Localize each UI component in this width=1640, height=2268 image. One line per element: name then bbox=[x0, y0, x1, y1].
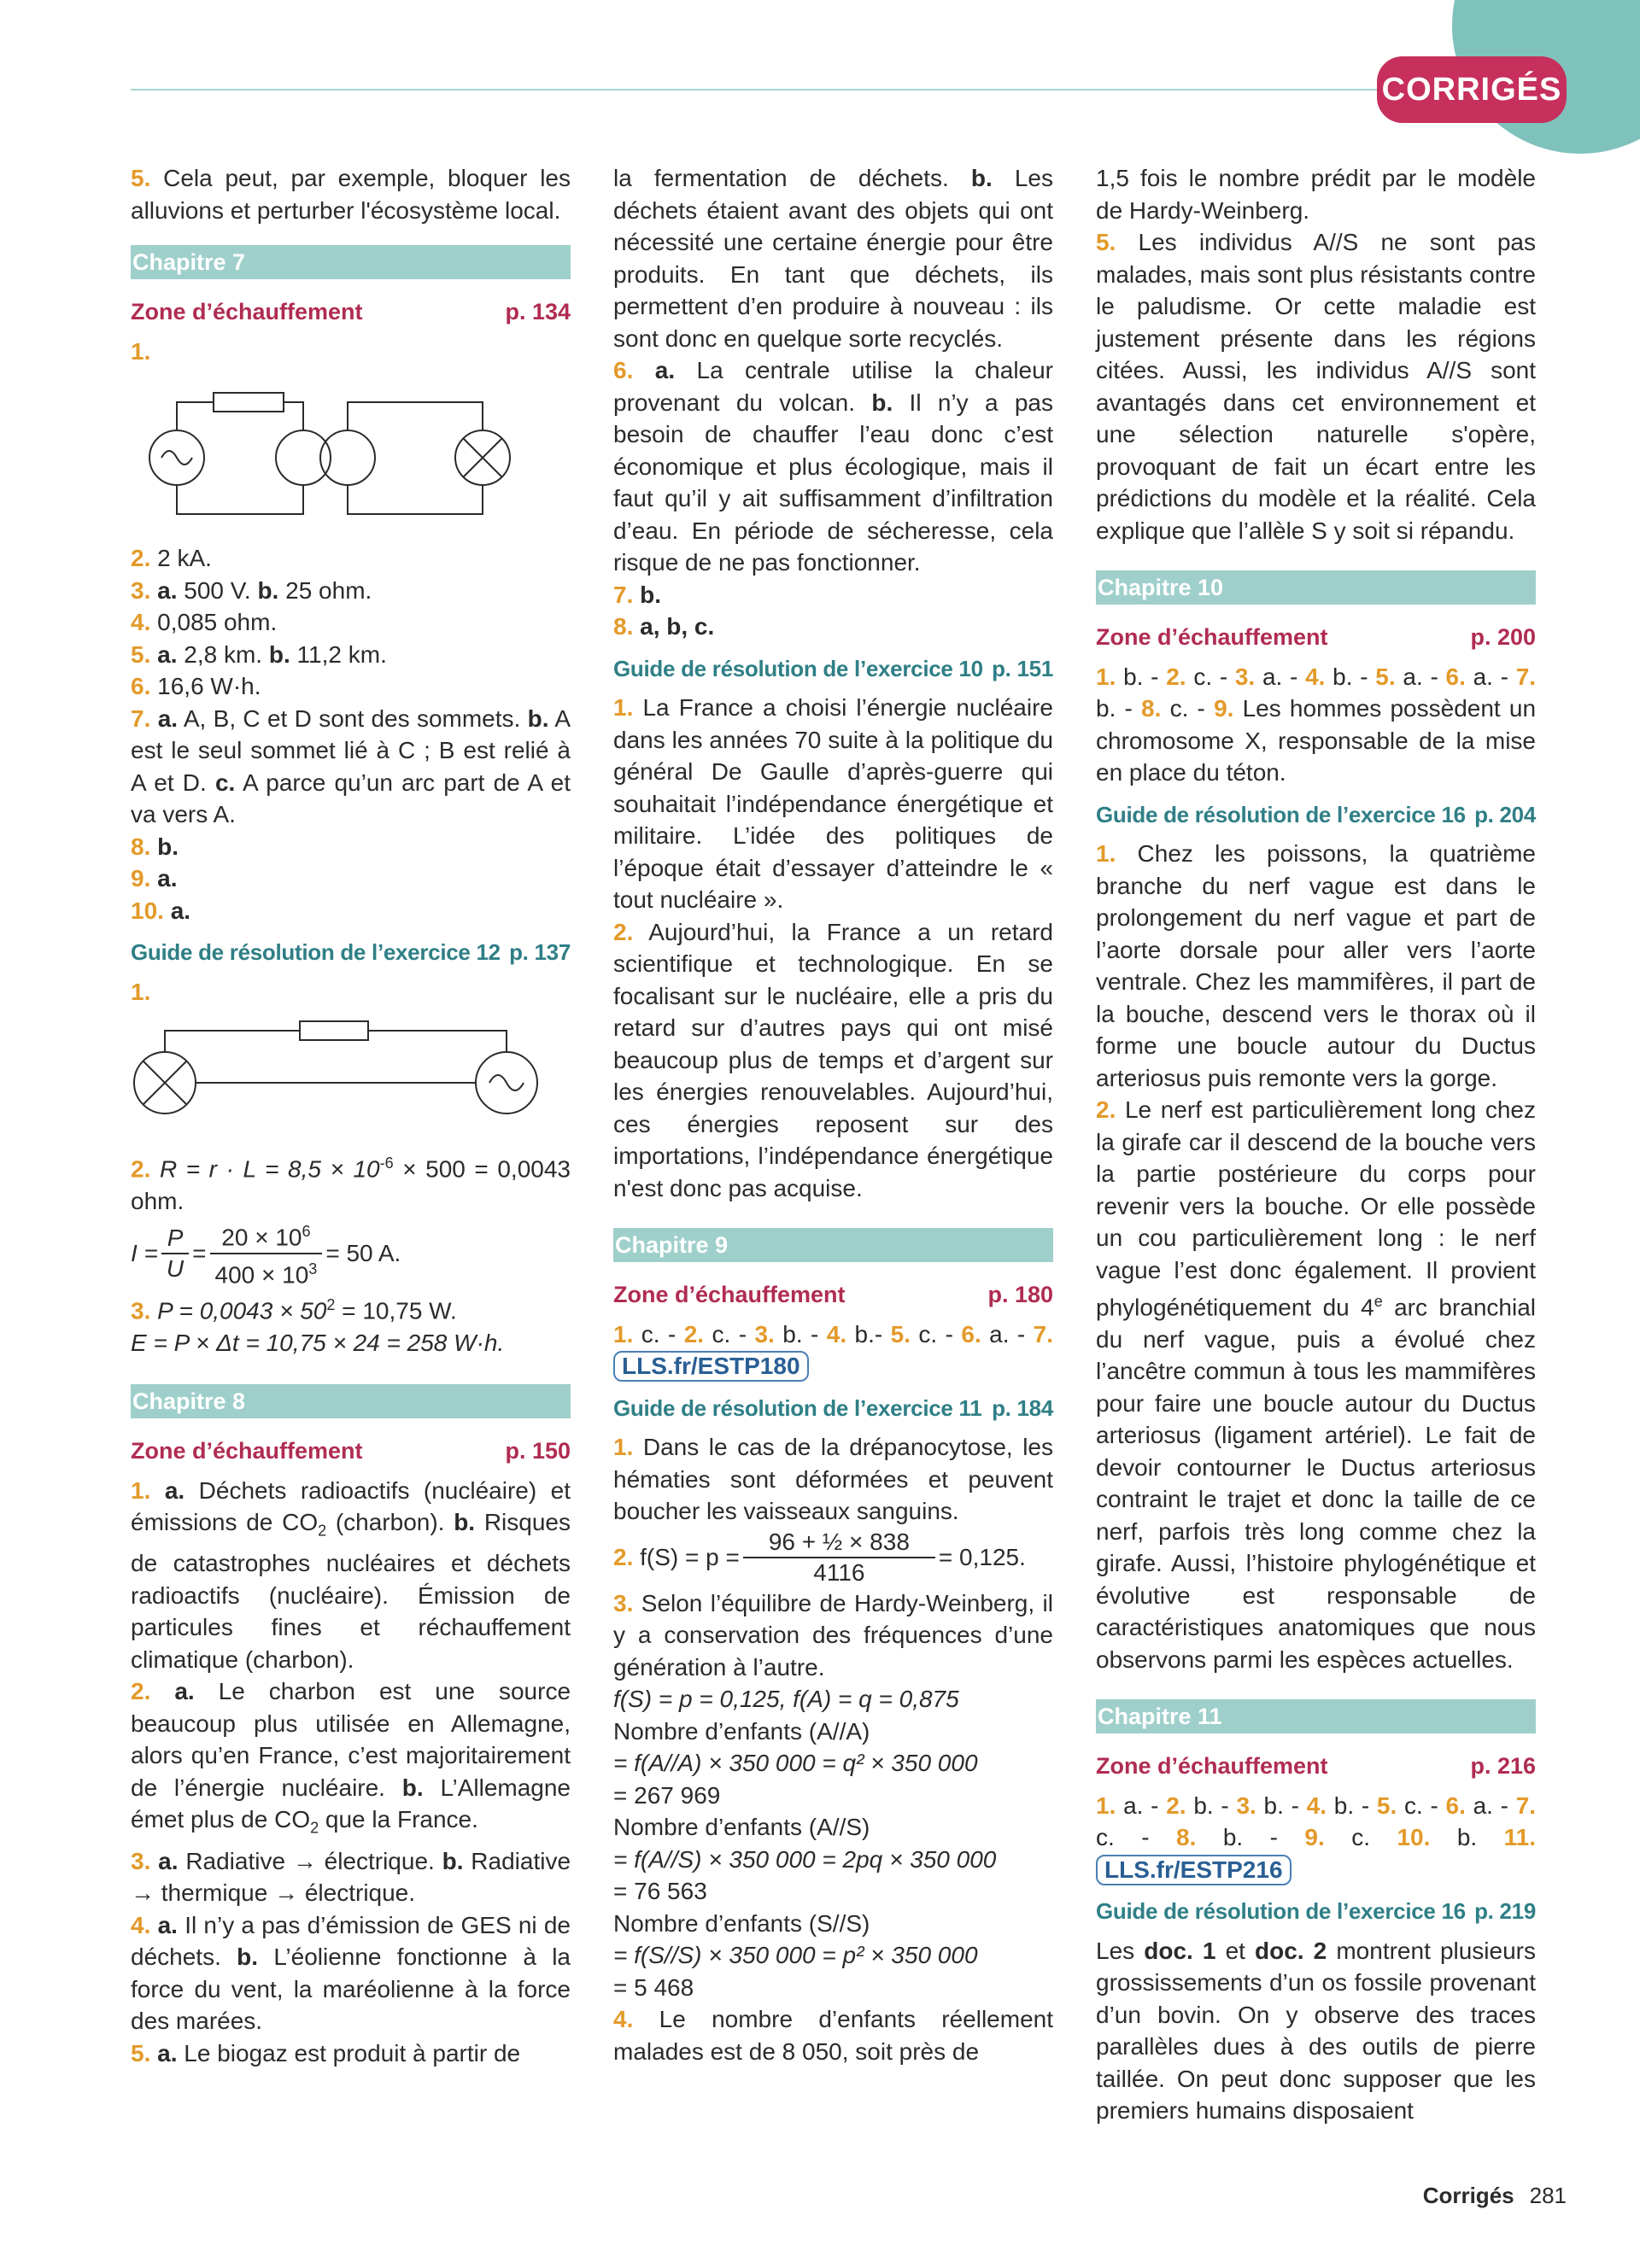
column-2 bbox=[613, 162, 1053, 2067]
guide11-answer-4-cont: 1,5 fois le nombre prédit par le modèle de Hardy-Weinberg. bbox=[1096, 165, 1536, 224]
header-rule bbox=[131, 89, 1395, 91]
ch8-answer-5: 5. a. Le biogaz est produit à partir de bbox=[131, 2039, 521, 2066]
circuit-diagram-1 bbox=[143, 379, 527, 529]
fraction-p-over-u: $\frac{P}{U}$ bbox=[161, 1224, 189, 1283]
ch8-answer-3: 3. a. Radiative → électrique. b. Radiative → thermique → électrique. bbox=[131, 1847, 571, 1906]
energy-equation: E = P × Δt = 10,75 × 24 = 258 W·h. bbox=[131, 1329, 505, 1356]
page-number: 281 bbox=[1529, 2183, 1567, 2208]
chapter-10-heading: Chapitre 10 bbox=[1096, 570, 1536, 605]
count-aa-label: Nombre d’enfants (A//A) bbox=[613, 1717, 870, 1745]
answer-9: 9. a. bbox=[131, 865, 178, 891]
answer-3: 3. a. 500 V. b. 25 ohm. bbox=[131, 576, 372, 604]
guide11-answer-3: 3. Selon l’équilibre de Hardy-Weinberg, il y a conservation des fréquences d’une génération à l’autre. bbox=[613, 1589, 1053, 1681]
answer-2: 2. 2 kA. bbox=[131, 545, 212, 571]
answer-7: 7. a. A, B, C et D sont des sommets. b. A est le seul sommet lié à C ; B est relié à A et D. c. A parce qu’un arc part de A et va vers A. bbox=[131, 704, 571, 827]
ch10-answers: 1. b. - 2. c. - 3. a. - 4. b. - 5. a. - 6. a. - 7. b. - 8. c. - 9. Les hommes possèdent un chromosome X, responsable de la mise en place du téton. bbox=[1096, 663, 1537, 786]
guide-10-heading: Guide de résolution de l’exercice 10 p. 151 bbox=[613, 655, 1053, 681]
count-ss-result: = 5 468 bbox=[613, 1973, 694, 2001]
zone-heading-ch9: Zone d’échauffement p. 180 bbox=[613, 1282, 1053, 1307]
column-3 bbox=[1096, 162, 1536, 2127]
ch8-answer-5-cont: la fermentation de déchets. b. Les déchets étaient avant des objets qui ont nécessité une certaine énergie pour être produits. En tant que déchets, ils permettent d’en produire à nouveau : ils sont donc en quelque sorte recyclés. bbox=[613, 165, 1054, 352]
ch11-answers: 1. a. - 2. b. - 3. b. - 4. b. - 5. c. - 6. a. - 7. c. - 8. b. - 9. c. 10. b. 11. LLS.fr/ESTP216 bbox=[1096, 1790, 1536, 1886]
guide-answer-1: 1. bbox=[131, 978, 151, 1005]
guide11-answer-5: 5. Les individus A//S ne sont pas malades, mais sont plus résistants contre le paludisme. Or cette maladie est justement présente dans les régions citées. Aussi, les individus A//S sont avantagés dans cet environnement et une sélection naturelle s'opère, provoquant de fait un écart entre les prédictions du modèle et la réalité. Cela explique que l’allèle S y soit si répandu. bbox=[1096, 229, 1537, 544]
frequency-fraction: $\frac{\text{96 + ½ × 838}}{4116}$ bbox=[743, 1528, 935, 1587]
guide16-answer-1: 1. Chez les poissons, la quatrième branche du nerf vague est dans le prolongement du nerf vague et part de l’aorte dorsale pour aller vers l’aorte ventrale. Chez les mammifères, il part de la bouche, descend vers le thorax où il forme une boucle autour du Ductus arteriosus puis remonte vers la gorge. bbox=[1096, 840, 1537, 1091]
chapter-9-heading: Chapitre 9 bbox=[613, 1228, 1053, 1262]
ch8-answer-2: 2. a. Le charbon est une source beaucoup plus utilisée en Allemagne, alors qu’en France, c’est majoritairement de l’énergie nucléaire. b. L’Allemagne émet plus de $CO_2$ que la France. bbox=[131, 1678, 571, 1837]
ch8-answer-8: 8. a, b, c. bbox=[613, 613, 715, 640]
answer-6: 6. 16,6 W·h. bbox=[131, 673, 261, 699]
section-badge: CORRIGÉS bbox=[1377, 56, 1567, 123]
chapter-11-heading: Chapitre 11 bbox=[1096, 1699, 1536, 1733]
answer-5b: 5. a. 2,8 km. b. 11,2 km. bbox=[131, 640, 387, 668]
guide-answer-3: 3. $P = 0,0043 \times 50^2 = 10,75$ W. bbox=[131, 1295, 457, 1324]
count-ss-label: Nombre d’enfants (S//S) bbox=[613, 1909, 870, 1937]
answer-1: 1. bbox=[131, 337, 151, 365]
count-as-formula: = f(A//S) × 350 000 = 2pq × 350 000 bbox=[613, 1845, 997, 1873]
answer-8: 8. b. bbox=[131, 833, 179, 860]
guide11-answer-2: 2. f(S) = p = $\frac{\text{96 + ½ × 838}}{4116}$ = 0,125. bbox=[613, 1528, 1026, 1586]
link-estp216[interactable]: LLS.fr/ESTP216 bbox=[1096, 1855, 1292, 1885]
answer-10: 10. a. bbox=[131, 897, 191, 924]
count-aa-formula: = f(A//A) × 350 000 = q² × 350 000 bbox=[613, 1750, 978, 1776]
guide-16b-heading: Guide de résolution de l’exercice 16 p. 219 bbox=[1096, 1898, 1536, 1925]
chapter-8-heading: Chapitre 8 bbox=[131, 1384, 571, 1418]
ch9-answers: 1. c. - 2. c. - 3. b. - 4. b.- 5. c. - 6. a. - 7. LLS.fr/ESTP180 bbox=[613, 1318, 1053, 1382]
current-equation: I = $\frac{P}{U}$ = $\frac{20 \times 10^6}{400 \times 10^3}$ = 50 A. bbox=[131, 1217, 571, 1289]
zone-heading-ch10: Zone d’échauffement p. 200 bbox=[1096, 624, 1536, 650]
fraction-values: $\frac{20 \times 10^6}{400 \times 10^3}$ bbox=[210, 1217, 323, 1289]
guide11-answer-1: 1. Dans le cas de la drépanocytose, les hématies sont déformées et peuvent boucher les vaisseaux sanguins. bbox=[613, 1434, 1053, 1524]
page-footer bbox=[1423, 2183, 1567, 2209]
link-estp180[interactable]: LLS.fr/ESTP180 bbox=[613, 1351, 809, 1382]
transformer-coil-left bbox=[276, 430, 331, 485]
ch8-answer-7: 7. b. bbox=[613, 581, 662, 608]
ch8-answer-1: 1. a. Déchets radioactifs (nucléaire) et émissions de $CO_2$ (charbon). b. Risques de catastrophes nucléaires et déchets radioactifs (nucléaire). Émission de particules fines et réchauffement climatique (charbon). bbox=[131, 1476, 571, 1673]
footer-label: Corrigés bbox=[1422, 2183, 1514, 2208]
guide10-answer-2: 2. Aujourd’hui, la France a un retard scientifique et technologique. En se focalisant sur le nucléaire, elle a pris du retard sur d’autres pays qui ont misé beaucoup plus de temps et d’argent sur les énergies renouvelables. Aujourd’hui, ces énergies reposent sur des importations, l’indépendance énergétique n'est donc pas acquise. bbox=[613, 918, 1053, 1201]
circuit-diagram-2 bbox=[131, 1014, 541, 1125]
count-as-result: = 76 563 bbox=[613, 1878, 707, 1904]
answer-5: 5. Cela peut, par exemple, bloquer les alluvions et perturber l'écosystème local. bbox=[131, 165, 571, 224]
guide-answer-2: 2. $R = r \cdot L = 8,5 \times 10^{-6} \times 500 = 0,0043$ ohm. bbox=[131, 1154, 571, 1214]
count-as-label: Nombre d’enfants (A//S) bbox=[613, 1814, 870, 1840]
chapter-7-heading: Chapitre 7 bbox=[131, 245, 571, 279]
resistor-symbol-2 bbox=[300, 1021, 368, 1040]
count-aa-result: = 267 969 bbox=[613, 1781, 721, 1809]
guide16b-answer: Les doc. 1 et doc. 2 montrent plusieurs grossissements d’un os fossile provenant d’un bovin. On y observe des traces parallèles dues à des outils de pierre taillée. On peut donc supposer que les premiers humains disposaient bbox=[1096, 1937, 1536, 2125]
guide10-answer-1: 1. La France a choisi l’énergie nucléaire dans les années 70 suite à la politique du général De Gaulle d’après-guerre qui souhaitait l’indépendance énergétique et militaire. L’idée des politiques de l’époque était d’essayer d’atteindre le « tout nucléaire ». bbox=[613, 694, 1053, 913]
count-ss-formula: = f(S//S) × 350 000 = p² × 350 000 bbox=[613, 1942, 978, 1968]
ch8-answer-4: 4. a. Il n’y a pas d’émission de GES ni de déchets. b. L’éolienne fonctionne à la force du vent, la maréolienne à la force des marées. bbox=[131, 1911, 571, 2034]
frequency-values: f(S) = p = 0,125, f(A) = q = 0,875 bbox=[613, 1686, 959, 1712]
zone-heading-ch11: Zone d’échauffement p. 216 bbox=[1096, 1753, 1536, 1780]
answer-4: 4. 0,085 ohm. bbox=[131, 609, 278, 635]
zone-heading-ch7: Zone d’échauffement p. 134 bbox=[131, 299, 571, 324]
guide16-answer-2: 2. Le nerf est particulièrement long chez la girafe car il descend de la bouche vers la partie postérieure du corps pour revenir vers la bouche. Or elle possède un cou particulièrement long : le nerf vague l’est donc également. Il provient phylogénétiquement du 4e arc branchial du nerf vague, puis a évolué chez l’ancêtre commun à tous les mammifères pour faire une boucle autour du Ductus arteriosus (ligament artériel). Le fait de devoir contourner le Ductus arteriosus contraint le trajet et donc la taille de ce nerf, parfois très long comme chez la girafe. Aussi, l’histoire phylogénétique et évolutive est responsable de caractéristiques anatomiques que nous observons parmi les espèces actuelles. bbox=[1096, 1096, 1537, 1673]
zone-heading-ch8: Zone d’échauffement p. 150 bbox=[131, 1438, 571, 1464]
column-1 bbox=[131, 162, 571, 2069]
guide-11-heading: Guide de résolution de l’exercice 11 p. 184 bbox=[613, 1394, 1053, 1421]
guide11-answer-4: 4. Le nombre d’enfants réellement malades est de 8 050, soit près de bbox=[613, 2006, 1053, 2065]
guide-16-heading: Guide de résolution de l’exercice 16 p. 204 bbox=[1096, 801, 1536, 827]
guide-12-heading: Guide de résolution de l’exercice 12 p. 137 bbox=[131, 939, 571, 965]
resistor-symbol bbox=[214, 393, 284, 412]
transformer-coil-right bbox=[320, 430, 375, 485]
ch8-answer-6: 6. a. La centrale utilise la chaleur provenant du volcan. b. Il n’y a pas besoin de chauffer l’eau donc c’est économique et plus écologique, mais il faut qu’il y ait suffisamment d’infiltration d’eau. En période de sécheresse, cela risque de ne pas fonctionner. bbox=[613, 357, 1054, 576]
